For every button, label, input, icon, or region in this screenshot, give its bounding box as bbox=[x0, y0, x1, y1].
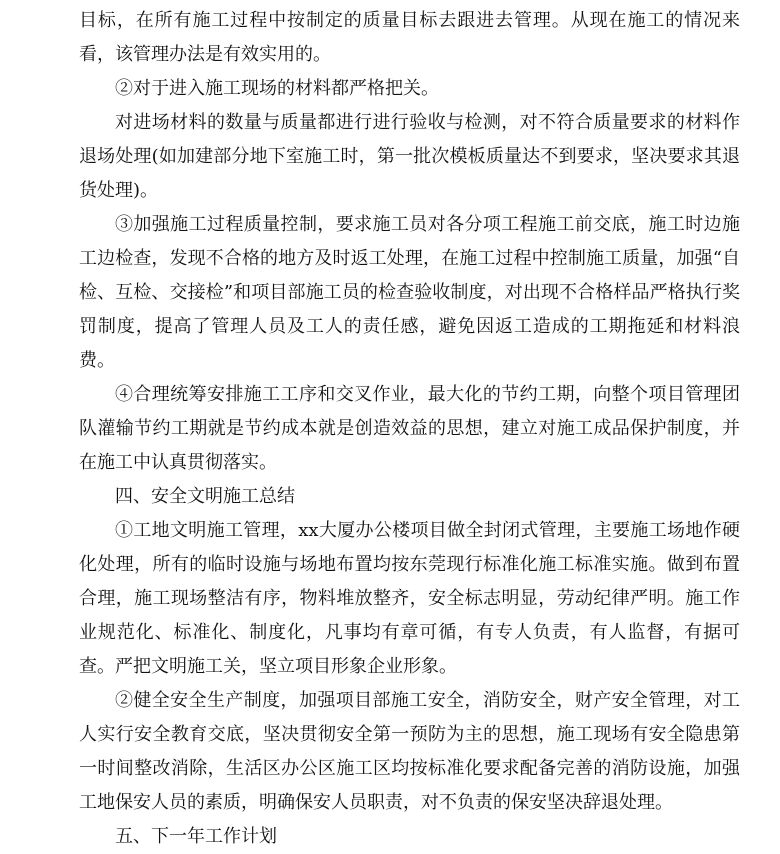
section-heading-next-year-plan: 五、下一年工作计划 bbox=[115, 826, 277, 847]
section-heading-safety-summary: 四、安全文明施工总结 bbox=[115, 486, 295, 507]
paragraph-material-control-heading: ②对于进入施工现场的材料都严格把关。 bbox=[115, 78, 439, 99]
paragraph-process-quality-control: ③加强施工过程质量控制，要求施工员对各分项工程施工前交底，施工时边施工边检查，发现不合格的地方及时返工处理，在施工过程中控制施工质量，加强“自检、互检、交接检”和项目部施工员的检查验收制度，对出现不合格样品严格执行奖罚制度，提高了管理人员及工人的责任感，避免因返工造成的工期拖延和材料浪费。 bbox=[79, 214, 740, 371]
paragraph-civilized-construction: ①工地文明施工管理，xx大厦办公楼项目做全封闭式管理，主要施工场地作硬化处理，所有的临时设施与场地布置均按东莞现行标准化施工标准实施。做到布置合理，施工现场整洁有序，物料堆放整齐，安全标志明显，劳动纪律严明。施工作业规范化、标准化、制度化，凡事均有章可循，有专人负责，有人监督，有据可查。严把文明施工关，坚立项目形象企业形象。 bbox=[79, 520, 740, 677]
paragraph-material-inspection: 对进场材料的数量与质量都进行进行验收与检测，对不符合质量要求的材料作退场处理(如加建部分地下室施工时，第一批次模板质量达不到要求，坚决要求其退货处理)。 bbox=[79, 112, 740, 201]
paragraph-quality-goal-continued: 目标，在所有施工过程中按制定的质量目标去跟进去管理。从现在施工的情况来看，该管理办法是有效实用的。 bbox=[79, 10, 740, 65]
paragraph-schedule-coordination: ④合理统筹安排施工工序和交叉作业，最大化的节约工期，向整个项目管理团队灌输节约工期就是节约成本就是创造效益的思想，建立对施工成品保护制度，并在施工中认真贯彻落实。 bbox=[79, 384, 740, 473]
paragraph-safety-system: ②健全安全生产制度，加强项目部施工安全，消防安全，财产安全管理，对工人实行安全教育交底，坚决贯彻安全第一预防为主的思想，施工现场有安全隐患第一时间整改消除，生活区办公区施工区均按标准化要求配备完善的消防设施，加强工地保安人员的素质，明确保安人员职责，对不负责的保安坚决辞退处理。 bbox=[79, 690, 740, 813]
